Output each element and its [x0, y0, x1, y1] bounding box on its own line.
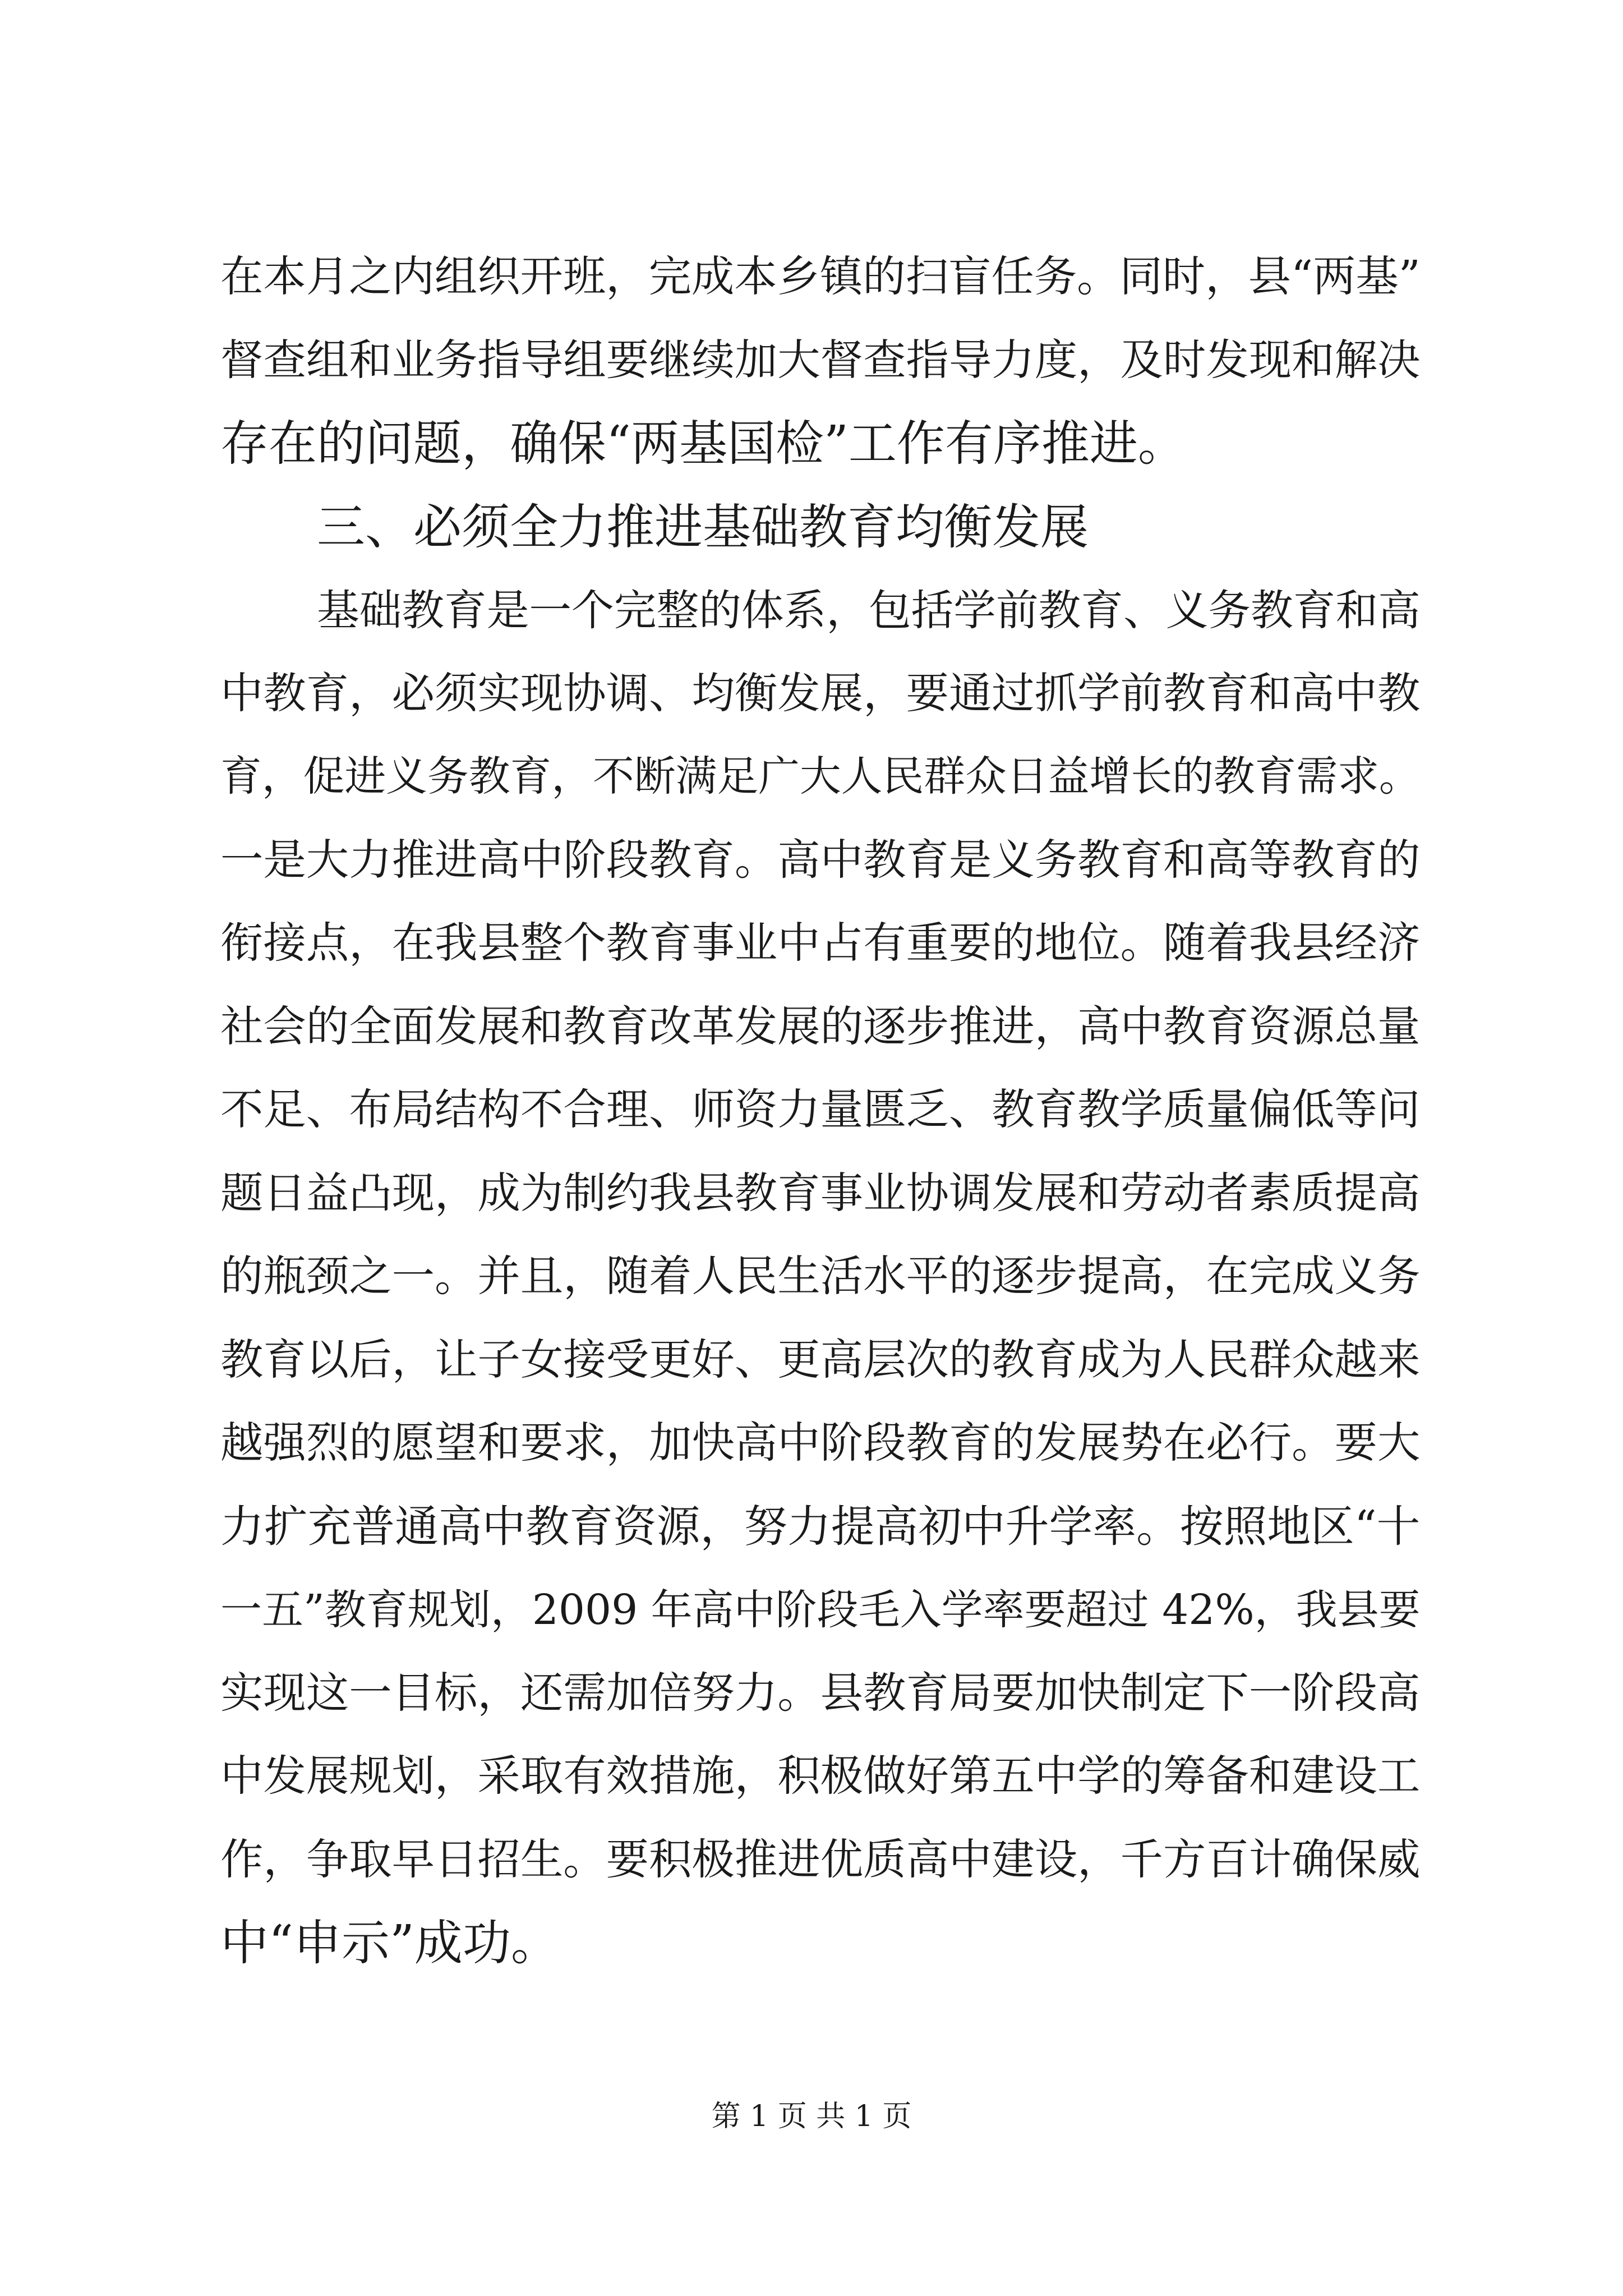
text-line: 在本月之内组织开班，完成本乡镇的扫盲任务。同时，县“两基” — [220, 252, 1421, 302]
text-line: 不足、布局结构不合理、师资力量匮乏、教育教学质量偏低等问 — [220, 1085, 1421, 1135]
section-heading: 三、必须全力推进基础教育均衡发展 — [317, 499, 1089, 555]
text-line: 存在的问题，确保“两基国检”工作有序推进。 — [220, 416, 1186, 472]
text-line: 教育以后，让子女接受更好、更高层次的教育成为人民群众越来 — [220, 1335, 1421, 1385]
text-line: 作，争取早日招生。要积极推进优质高中建设，千方百计确保威 — [220, 1834, 1421, 1885]
text-line: 越强烈的愿望和要求，加快高中阶段教育的发展势在必行。要大 — [220, 1418, 1421, 1468]
text-line: 中“申示”成功。 — [220, 1915, 559, 1971]
text-line: 力扩充普通高中教育资源，努力提高初中升学率。按照地区“十 — [220, 1501, 1421, 1552]
text-line: 一五”教育规划，2009 年高中阶段毛入学率要超过 42%，我县要 — [220, 1586, 1421, 1634]
text-line: 一是大力推进高中阶段教育。高中教育是义务教育和高等教育的 — [220, 835, 1421, 885]
text-line: 基础教育是一个完整的体系，包括学前教育、义务教育和高 — [317, 586, 1421, 635]
text-line: 督查组和业务指导组要继续加大督查指导力度，及时发现和解决 — [220, 335, 1421, 385]
page-number-footer: 第 1 页 共 1 页 — [711, 2100, 912, 2133]
text-line: 衔接点，在我县整个教育事业中占有重要的地位。随着我县经济 — [220, 918, 1421, 968]
text-line: 中发展规划，采取有效措施，积极做好第五中学的筹备和建设工 — [220, 1751, 1421, 1801]
body-text — [220, 236, 1421, 1985]
text-line: 题日益凸现，成为制约我县教育事业协调发展和劳动者素质提高 — [220, 1168, 1421, 1218]
text-line: 育，促进义务教育，不断满足广大人民群众日益增长的教育需求。 — [220, 753, 1421, 800]
text-line: 中教育，必须实现协调、均衡发展，要通过抓学前教育和高中教 — [220, 668, 1421, 719]
text-line: 的瓶颈之一。并且，随着人民生活水平的逐步提高，在完成义务 — [220, 1251, 1421, 1301]
text-line: 社会的全面发展和教育改革发展的逐步推进，高中教育资源总量 — [220, 1001, 1421, 1052]
text-line: 实现这一目标，还需加倍努力。县教育局要加快制定下一阶段高 — [220, 1668, 1421, 1718]
